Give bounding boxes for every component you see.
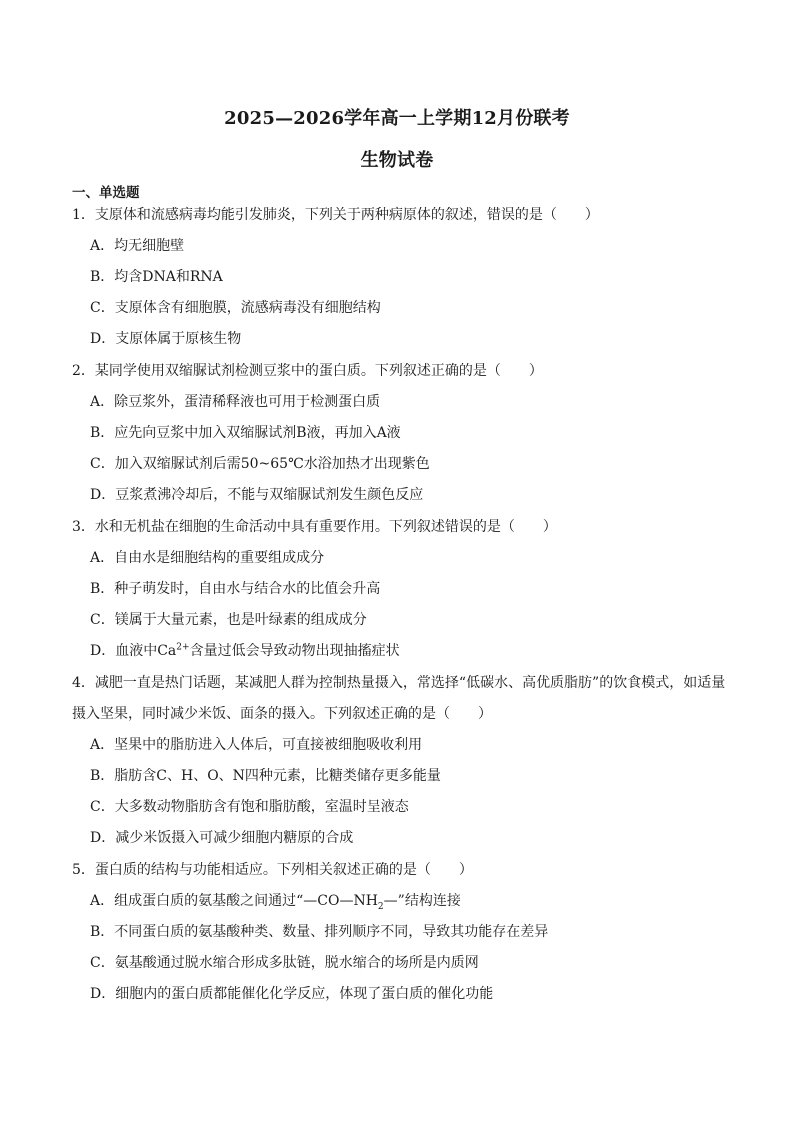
question-stem: 2．某同学使用双缩脲试剂检测豆浆中的蛋白质。下列叙述正确的是（ ） [72,363,543,379]
option-d: D．支原体属于原核生物 [90,331,242,347]
question-stem: 5．蛋白质的结构与功能相适应。下列相关叙述正确的是（ ） [72,862,473,878]
option-a: A．自由水是细胞结构的重要组成成分 [90,550,325,566]
exam-title: 2025—2026学年高一上学期12月份联考 [224,108,570,129]
option-c: C．支原体含有细胞膜，流感病毒没有细胞结构 [90,300,381,316]
question-4 [72,668,732,854]
question-stem: 3．水和无机盐在细胞的生命活动中具有重要作用。下列叙述错误的是（ ） [72,519,557,535]
option-b: B．不同蛋白质的氨基酸种类、数量、排列顺序不同，导致其功能存在差异 [90,924,549,940]
option-b: B．应先向豆浆中加入双缩脲试剂B液，再加入A液 [90,425,401,441]
option-c: C．大多数动物脂肪含有饱和脂肪酸，室温时呈液态 [90,799,409,815]
option-d: D．减少米饭摄入可减少细胞内糖原的合成 [90,830,354,846]
option-a: A．均无细胞壁 [90,238,185,254]
option-a: A．除豆浆外，蛋清稀释液也可用于检测蛋白质 [90,394,381,410]
option-a: A．坚果中的脂肪进入人体后，可直接被细胞吸收利用 [90,737,423,753]
subscript-number: 2 [377,901,384,912]
option-c: C．氨基酸通过脱水缩合形成多肽链，脱水缩合的场所是内质网 [90,955,479,971]
option-c: C．加入双缩脲试剂后需50~65℃水浴加热才出现紫色 [90,456,430,472]
option-c: C．镁属于大量元素，也是叶绿素的组成成分 [90,612,367,628]
question-stem: 4．减肥一直是热门话题，某减肥人群为控制热量摄入，常选择“低碳水、高优质脂肪”的饮食模式，如适量摄入坚果，同时减少米饭、面条的摄入。下列叙述正确的是（ ） [72,675,726,722]
exam-subject: 生物试卷 [360,150,434,171]
question-5 [72,855,732,1010]
option-d: D．豆浆煮沸冷却后，不能与双缩脲试剂发生颜色反应 [90,487,424,503]
question-1 [72,200,732,355]
option-b: B．均含DNA和RNA [90,269,223,285]
question-2 [72,356,732,511]
question-stem: 1．支原体和流感病毒均能引发肺炎，下列关于两种病原体的叙述，错误的是（ ） [72,207,599,223]
option-text-pre: A．组成蛋白质的氨基酸之间通过“—CO—NH [90,893,378,909]
option-d [72,636,732,667]
option-text-post: 含量过低会导致动物出现抽搐症状 [189,643,400,659]
option-b: B．脂肪含C、H、O、N四种元素，比糖类储存更多能量 [90,768,441,784]
option-text-pre: D．血液中Ca [90,643,177,659]
option-text-post: —”结构连接 [383,893,461,909]
option-d: D．细胞内的蛋白质都能催化化学反应，体现了蛋白质的催化功能 [90,986,494,1002]
option-b: B．种子萌发时，自由水与结合水的比值会升高 [90,581,381,597]
question-3 [72,512,732,667]
superscript-charge: 2+ [176,642,190,653]
option-a [72,886,732,917]
section-heading: 一、单选题 [72,185,140,201]
